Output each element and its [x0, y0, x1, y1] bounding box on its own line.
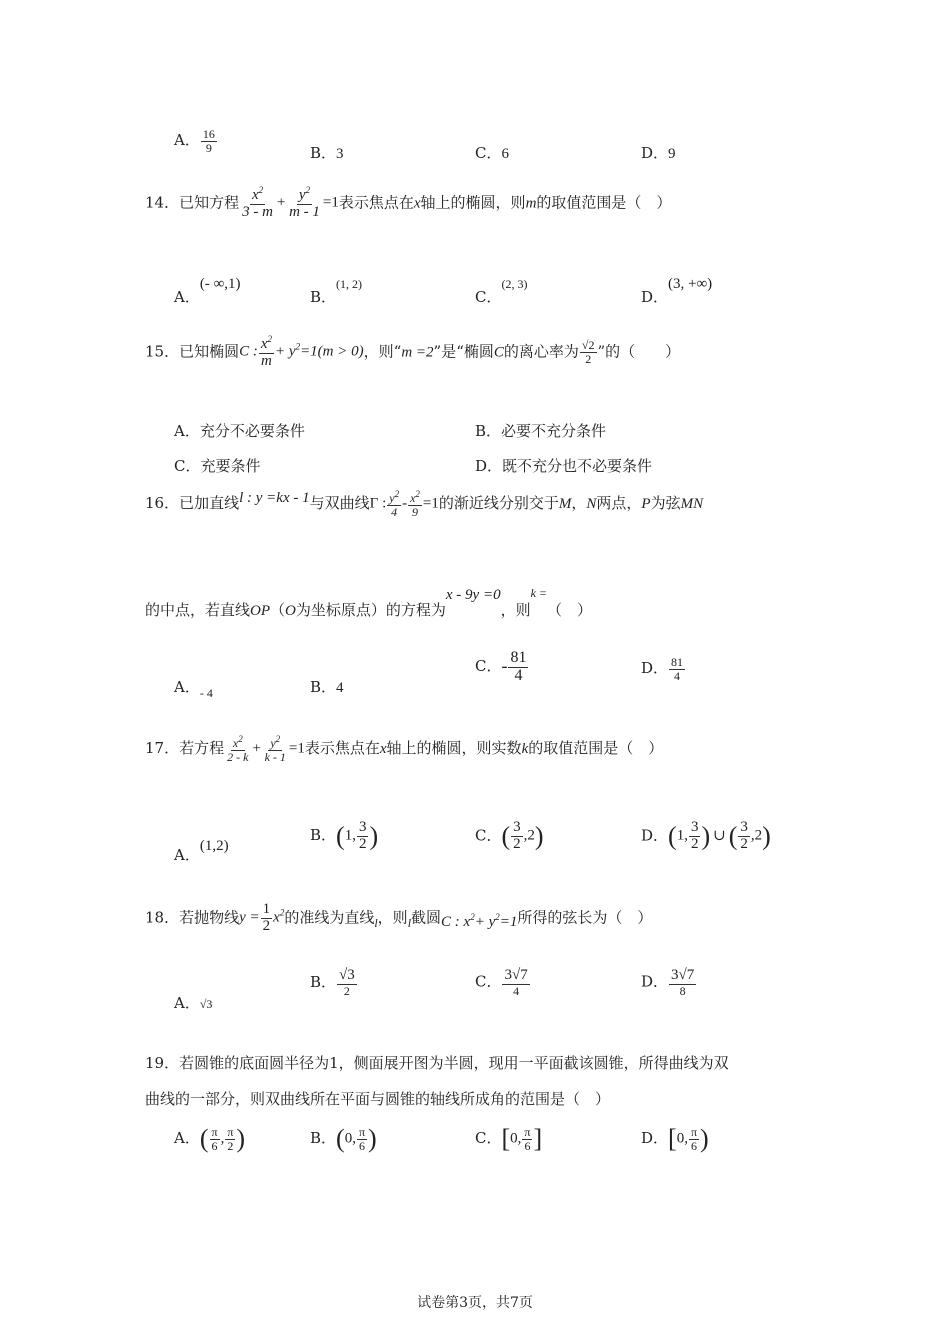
q15-ellipse-equation: C : $\frac{x^2}{m}$ + $y^2=1(m > 0)$ — [239, 334, 364, 369]
q17-equation: $\frac{x^2}{2 - k}$ + $\frac{y^2}{k - 1}$ =1 — [227, 734, 305, 764]
q17-stem: 17．若方程 $\frac{x^2}{2 - k}$ + $\frac{y^2}{k - 1}$ =1表示焦点在x轴上的椭圆，则实数k的取值范围是（ ） — [145, 734, 664, 764]
q18-option-c: C． $\frac{3√7}{4}$ — [475, 967, 528, 998]
page-footer: 试卷第3页，共7页 — [417, 1295, 533, 1311]
q19-option-b: B．(0, $\frac{\pi}{6}$ ) — [310, 1124, 377, 1154]
q15-stem: 15．已知椭圆C : $\frac{x^2}{m}$ + $y^2=1(m > 0)$，则“m =2”是“椭圆C的离心率为 $\frac{√2}{2}$ ”的（ ） — [145, 334, 681, 369]
q19-option-a: A．( $\frac{\pi}{6}$ , $\frac{\pi}{2}$ ) — [174, 1124, 246, 1154]
q14-option-d: D．(3, +∞) — [641, 276, 713, 306]
q17-option-c: C．( $\frac{3}{2}$ ,2) — [475, 819, 544, 852]
q13-option-a: A． $\frac{16}{9}$ — [174, 127, 215, 155]
q16-hyperbola-equation: Γ : $\frac{y^2}{4}$ - $\frac{x^2}{9}$ =1 — [369, 489, 439, 519]
q19-option-c: C．[0, $\frac{\pi}{6}$ ] — [475, 1124, 543, 1154]
q14-option-c: C．(2, 3) — [475, 277, 528, 306]
q14-stem: 14．已知方程 $\frac{x^2}{3 - m}$ + $\frac{y^2}{m - 1}$ =1表示焦点在x轴上的椭圆，则m的取值范围是（ ） — [145, 185, 672, 220]
q18-parabola-equation: y = $\frac{1}{2}$ $x^2$ — [239, 901, 285, 934]
q15-option-a: A．充分不必要条件 — [174, 422, 305, 440]
q16-stem-line2: 的中点，若直线OP（O为坐标原点）的方程为x - 9y =0，则k =（ ） — [145, 586, 593, 619]
q16-option-a: A．$_{- 4}$ — [174, 678, 213, 700]
q14-equation: $\frac{x^2}{3 - m}$ + $\frac{y^2}{m - 1}$ =1 — [242, 185, 339, 220]
q16-option-d: D． $\frac{81}{4}$ — [641, 655, 684, 683]
q15-eccentricity-fraction: $\frac{√2}{2}$ — [581, 338, 595, 366]
q13-option-d: D．9 — [641, 144, 676, 162]
q17-option-d: D．(1, $\frac{3}{2}$ ) ∪ ( $\frac{3}{2}$ ,2) — [641, 819, 771, 852]
q17-option-a: A．(1,2) — [174, 838, 229, 864]
q13-a-fraction: $\frac{16}{9}$ — [202, 127, 215, 155]
q16-stem-line1: 16．已加直线l : y =kx - 1与双曲线Γ : $\frac{y^2}{4}$ - $\frac{x^2}{9}$ =1的渐近线分别交于M，N两点，P为弦MN — [145, 489, 704, 519]
q18-option-d: D． $\frac{3√7}{8}$ — [641, 967, 695, 998]
q13-option-c: C．6 — [475, 144, 509, 162]
q19-stem-line2: 曲线的一部分，则双曲线所在平面与圆锥的轴线所成角的范围是（ ） — [145, 1090, 611, 1108]
q16-option-b: B．4 — [310, 678, 344, 696]
q18-stem: 18．若抛物线y = $\frac{1}{2}$ $x^2$的准线为直线$_l$，则$_l$截圆C : $x^2+ y^2=1$所得的弦长为（ ） — [145, 901, 653, 934]
q18-option-a: A．√3 — [174, 994, 213, 1012]
q13-option-b: B．3 — [310, 144, 344, 162]
q19-option-d: D．[0, $\frac{\pi}{6}$ ) — [641, 1124, 709, 1154]
q15-option-d: D．既不充分也不必要条件 — [475, 457, 653, 475]
q14-option-b: B．(1, 2) — [310, 277, 363, 306]
q15-option-c: C．充要条件 — [174, 457, 261, 475]
q16-option-c: C．- $\frac{81}{4}$ — [475, 649, 527, 684]
q18-circle-equation: C : $x^2+ y^2=1$ — [441, 912, 518, 931]
q19-stem-line1: 19．若圆锥的底面圆半径为1，侧面展开图为半圆，现用一平面截该圆锥，所得曲线为双 — [145, 1054, 729, 1072]
q17-option-b: B．(1, $\frac{3}{2}$ ) — [310, 819, 379, 852]
q18-option-b: B． $\frac{√3}{2}$ — [310, 967, 355, 998]
q14-option-a: A．(- ∞,1) — [174, 276, 241, 306]
q15-option-b: B．必要不充分条件 — [475, 422, 607, 440]
